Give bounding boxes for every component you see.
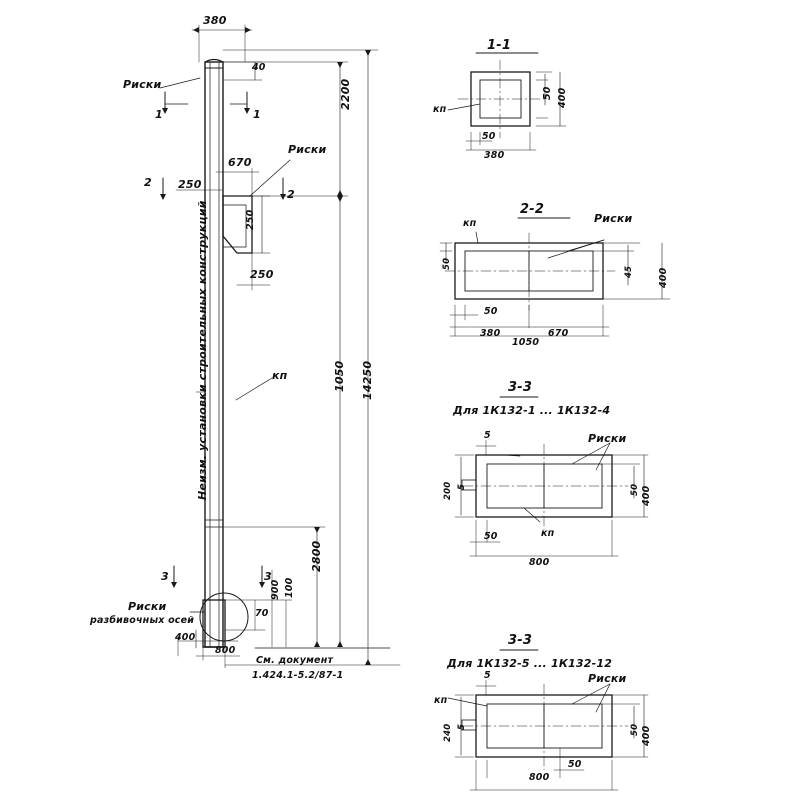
dim-top-width: 380 <box>203 14 227 27</box>
dim-3-3b-left-5: 5 <box>457 723 467 730</box>
dim-3-3a-w-total: 800 <box>529 557 550 568</box>
dim-800: 800 <box>215 645 236 656</box>
dim-250-a: 250 <box>178 178 202 191</box>
dim-2800: 2800 <box>310 540 323 572</box>
section-title-3-3-a: 3-3 <box>508 380 533 395</box>
riski-bottom-line1: Риски <box>128 600 167 613</box>
dim-3-3b-w-total: 800 <box>529 772 550 783</box>
kp-label-1-1: кп <box>433 104 447 115</box>
dim-670: 670 <box>228 156 252 169</box>
dim-2-2-h-outer: 400 <box>658 267 669 288</box>
dim-40: 40 <box>252 62 266 73</box>
dim-2-2-h-right: 45 <box>624 265 634 278</box>
dim-3-3b-bottom-50: 50 <box>568 759 582 770</box>
section-mark-3-right: 3 <box>264 570 272 583</box>
dim-2200: 2200 <box>339 78 352 110</box>
section-mark-2-right: 2 <box>287 188 295 201</box>
kp-label-elevation: кп <box>272 369 288 382</box>
kp-label-3-3-a: кп <box>541 528 555 539</box>
dim-70: 70 <box>255 608 269 619</box>
dim-1-1-h-outer: 400 <box>557 87 568 108</box>
dim-400: 400 <box>175 632 196 643</box>
section-subtitle-3-3-a: Для 1К132-1 ... 1К132-4 <box>453 404 611 417</box>
dim-3-3a-h-outer: 400 <box>641 485 652 506</box>
dim-1050: 1050 <box>333 360 346 392</box>
dim-3-3a-bottom-50: 50 <box>484 531 498 542</box>
section-title-1-1: 1-1 <box>487 38 512 53</box>
section-mark-1-left: 1 <box>155 108 163 121</box>
section-mark-1-right: 1 <box>253 108 261 121</box>
riski-bottom-line2: разбивочных осей <box>90 615 195 626</box>
riski-label-top: Риски <box>123 78 162 91</box>
section-subtitle-3-3-b: Для 1К132-5 ... 1К132-12 <box>447 657 613 670</box>
dim-2-2-w-total: 1050 <box>512 337 540 348</box>
vertical-note: Неизм. установки строительных конструкций <box>196 200 209 500</box>
riski-label-corbel: Риски <box>288 143 327 156</box>
dim-3-3b-h-outer: 400 <box>641 725 652 746</box>
dim-14250: 14250 <box>361 360 374 400</box>
dim-100: 100 <box>284 577 295 598</box>
dim-3-3b-right-50: 50 <box>630 723 640 736</box>
riski-label-2-2: Риски <box>594 212 633 225</box>
riski-label-3-3-a: Риски <box>588 432 627 445</box>
dim-2-2-w-b: 670 <box>548 328 569 339</box>
dim-1-1-w-outer: 380 <box>484 150 505 161</box>
riski-label-3-3-b: Риски <box>588 672 627 685</box>
dim-250-b: 250 <box>245 209 256 230</box>
dim-3-3a-left-5: 5 <box>457 483 467 490</box>
dim-2-2-left-50: 50 <box>442 257 452 270</box>
kp-label-2-2: кп <box>463 218 477 229</box>
kp-label-3-3-b: кп <box>434 695 448 706</box>
dim-3-3a-left-200: 200 <box>443 481 453 500</box>
dim-250-c: 250 <box>250 268 274 281</box>
dim-3-3b-top-5: 5 <box>484 670 491 681</box>
section-mark-3-left: 3 <box>161 570 169 583</box>
dim-2-2-bottom-50: 50 <box>484 306 498 317</box>
section-title-3-3-b: 3-3 <box>508 633 533 648</box>
dim-900: 900 <box>270 579 281 600</box>
section-mark-2-left: 2 <box>144 176 152 189</box>
dim-3-3b-left-240: 240 <box>443 723 453 742</box>
dim-2-2-w-a: 380 <box>480 328 501 339</box>
dim-3-3a-right-50: 50 <box>630 483 640 496</box>
dim-3-3a-top-5: 5 <box>484 430 491 441</box>
section-title-2-2: 2-2 <box>520 202 545 217</box>
doc-ref-line1: См. документ <box>256 655 334 666</box>
doc-ref-line2: 1.424.1-5.2/87-1 <box>252 670 344 681</box>
dim-1-1-w-inner: 50 <box>482 131 496 142</box>
dim-1-1-h-inner: 50 <box>542 86 553 100</box>
